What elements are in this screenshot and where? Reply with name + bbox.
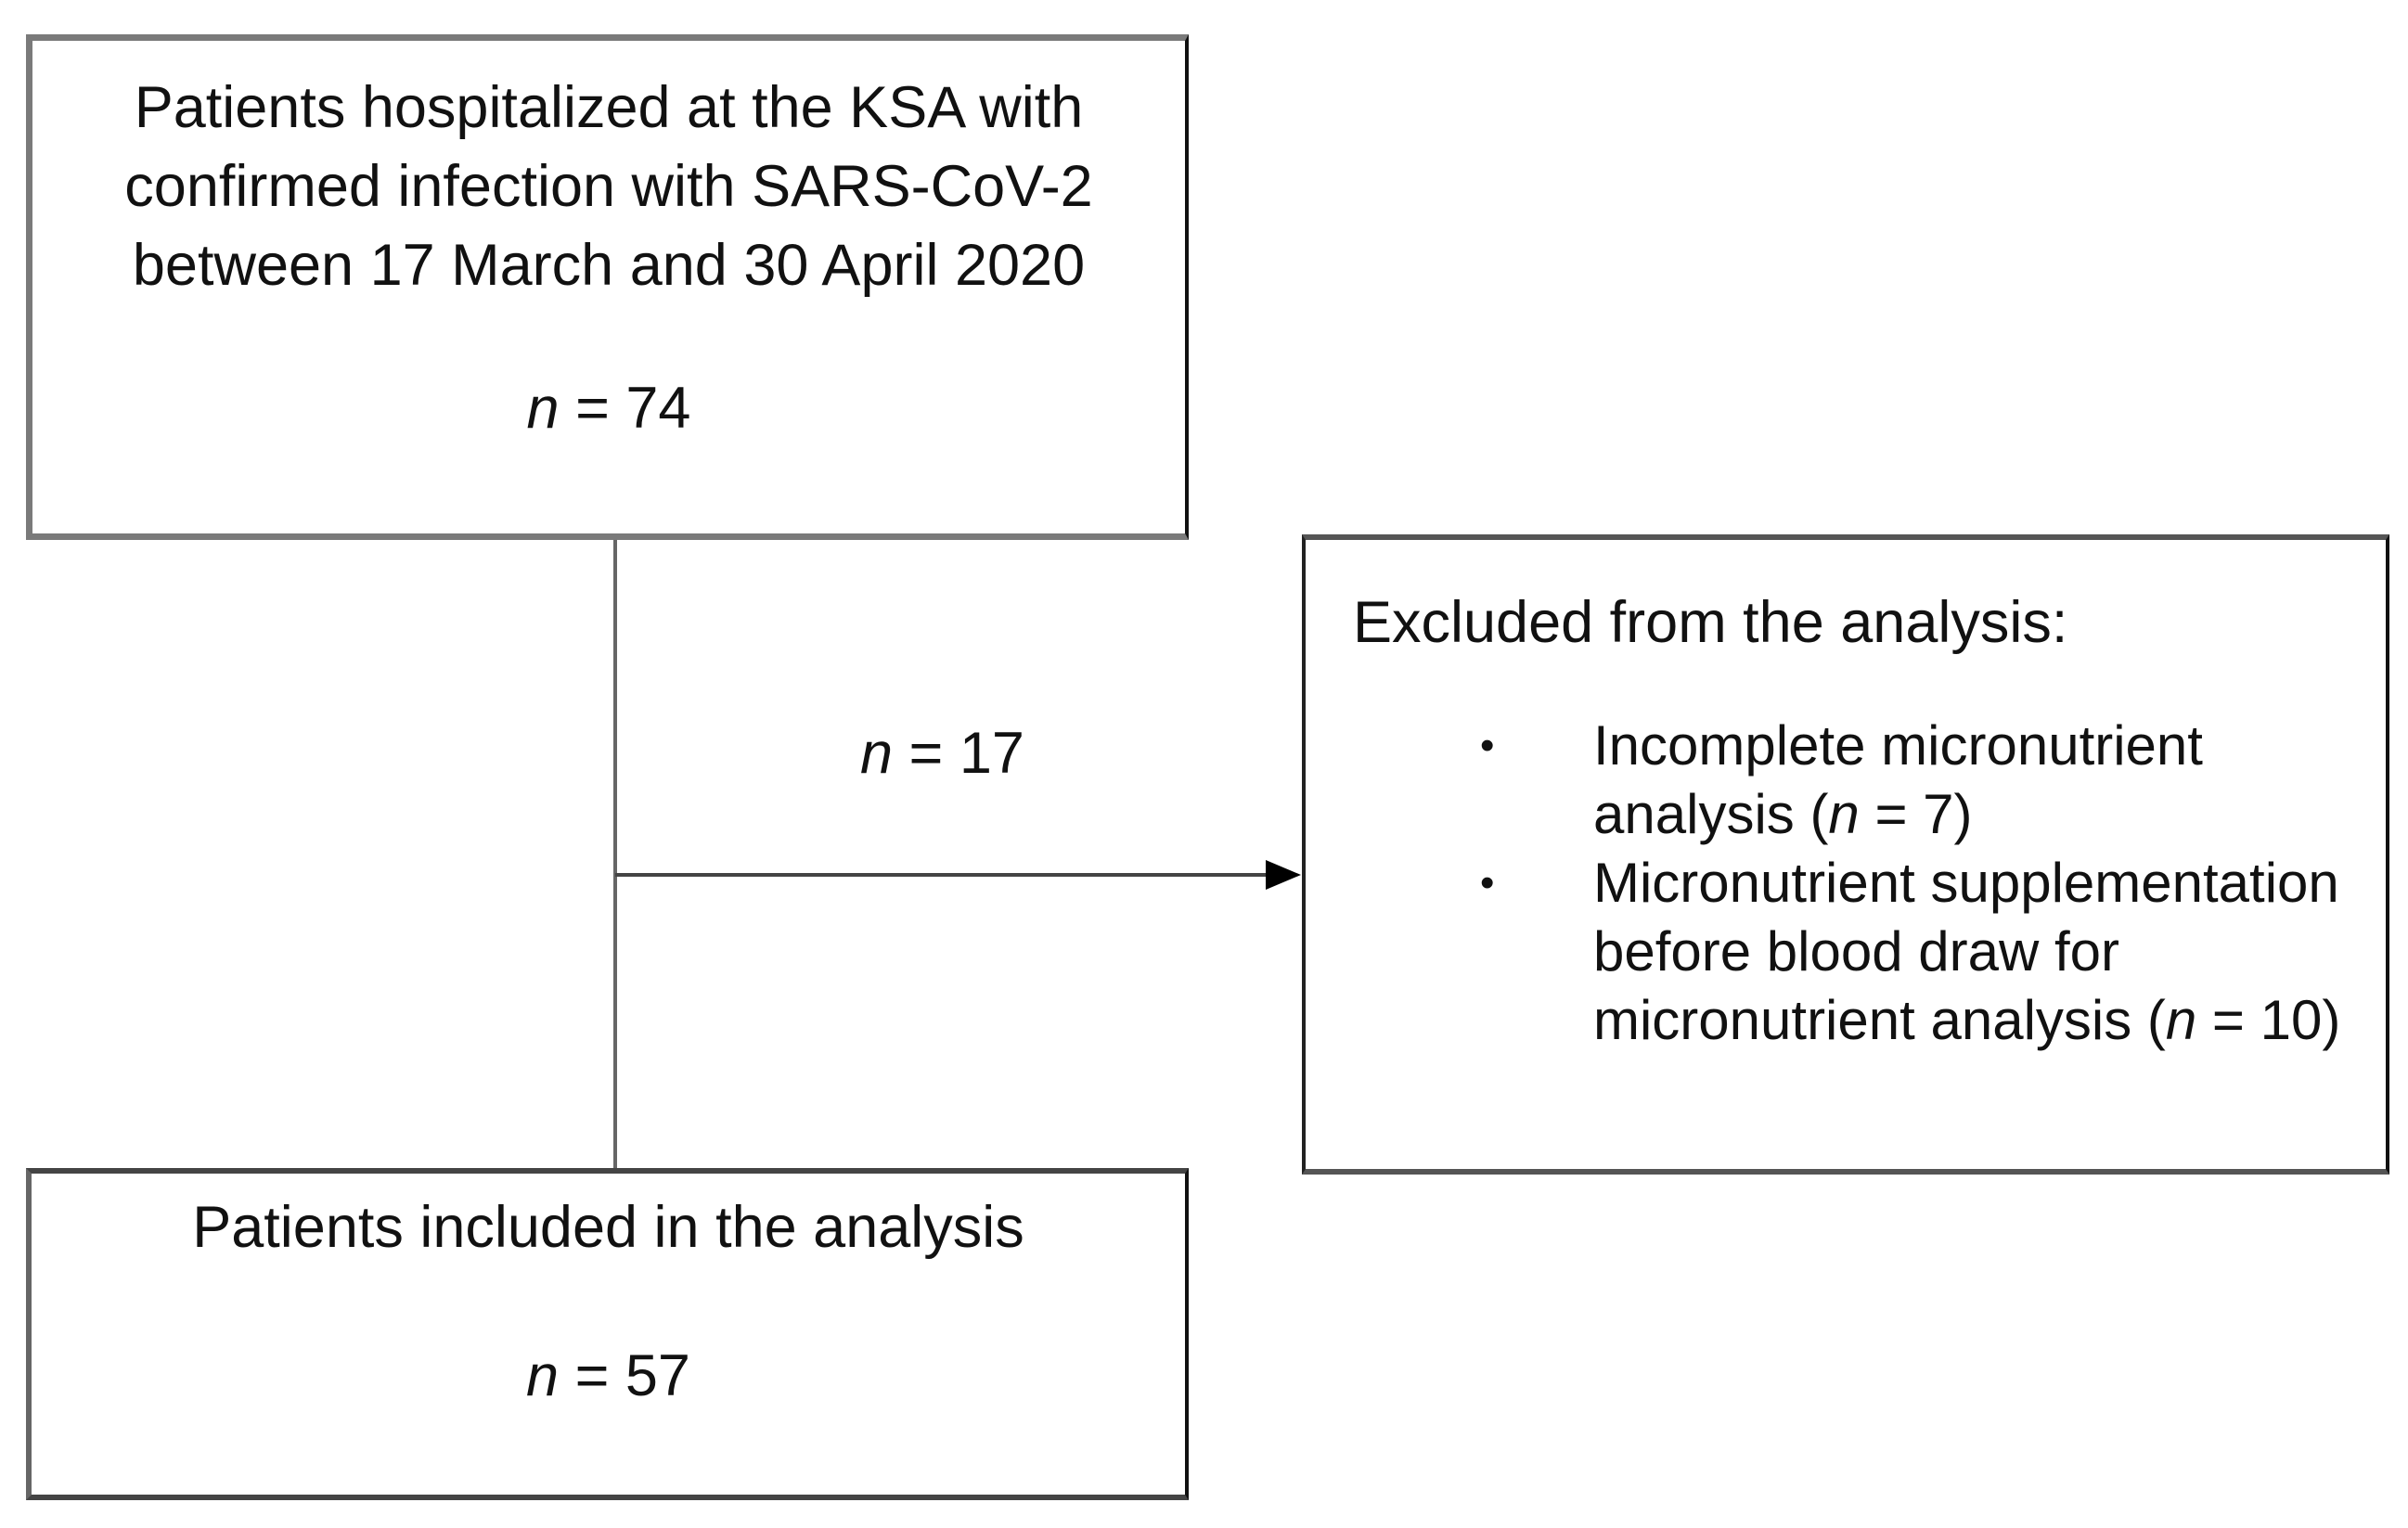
enrollment-box	[26, 34, 1189, 540]
exclusion-item-label: Micronutrient supplementation before blood draw for micronutrient analysis (	[1593, 852, 2339, 1051]
flow-connector-vertical	[613, 540, 617, 1169]
exclusion-item-incomplete-analysis	[1306, 712, 2354, 849]
exclusion-title: Excluded from the analysis:	[1353, 590, 2068, 655]
enrollment-count-value: = 74	[559, 376, 691, 441]
exclusion-item-text	[1593, 849, 2354, 1055]
enrollment-line-2: confirmed infection with SARS-CoV-2	[124, 154, 1093, 219]
included-count	[32, 1337, 1185, 1416]
exclusion-item-text	[1593, 712, 2354, 849]
excluded-count-label	[860, 714, 1024, 793]
exclusion-item-count-value: = 10)	[2196, 989, 2341, 1051]
enrollment-count-var: n	[526, 376, 560, 441]
bullet-icon: •	[1480, 860, 1495, 905]
included-description: Patients included in the analysis	[192, 1195, 1024, 1260]
excluded-count-value: = 17	[893, 721, 1024, 786]
enrollment-line-3: between 17 March and 30 April 2020	[132, 233, 1086, 298]
exclusion-box	[1302, 534, 2389, 1175]
enrollment-description	[32, 69, 1185, 305]
exclusion-item-label: Incomplete micronutrient analysis (	[1593, 714, 2203, 845]
exclusion-item-count-var: n	[2165, 989, 2197, 1051]
included-count-var: n	[526, 1343, 560, 1408]
included-box	[26, 1168, 1189, 1500]
exclusion-item-count-var: n	[1828, 783, 1860, 845]
exclusion-item-supplementation	[1306, 849, 2354, 1055]
enrollment-line-1: Patients hospitalized at the KSA with	[134, 75, 1084, 140]
enrollment-count	[32, 369, 1185, 448]
arrow-right-icon	[1266, 860, 1301, 890]
flow-connector-horizontal	[615, 873, 1274, 877]
exclusion-item-count-value: = 7)	[1859, 783, 1973, 845]
bullet-icon: •	[1480, 723, 1495, 768]
exclusion-list	[1306, 712, 2354, 1055]
included-count-value: = 57	[559, 1343, 690, 1408]
excluded-count-var: n	[860, 721, 894, 786]
